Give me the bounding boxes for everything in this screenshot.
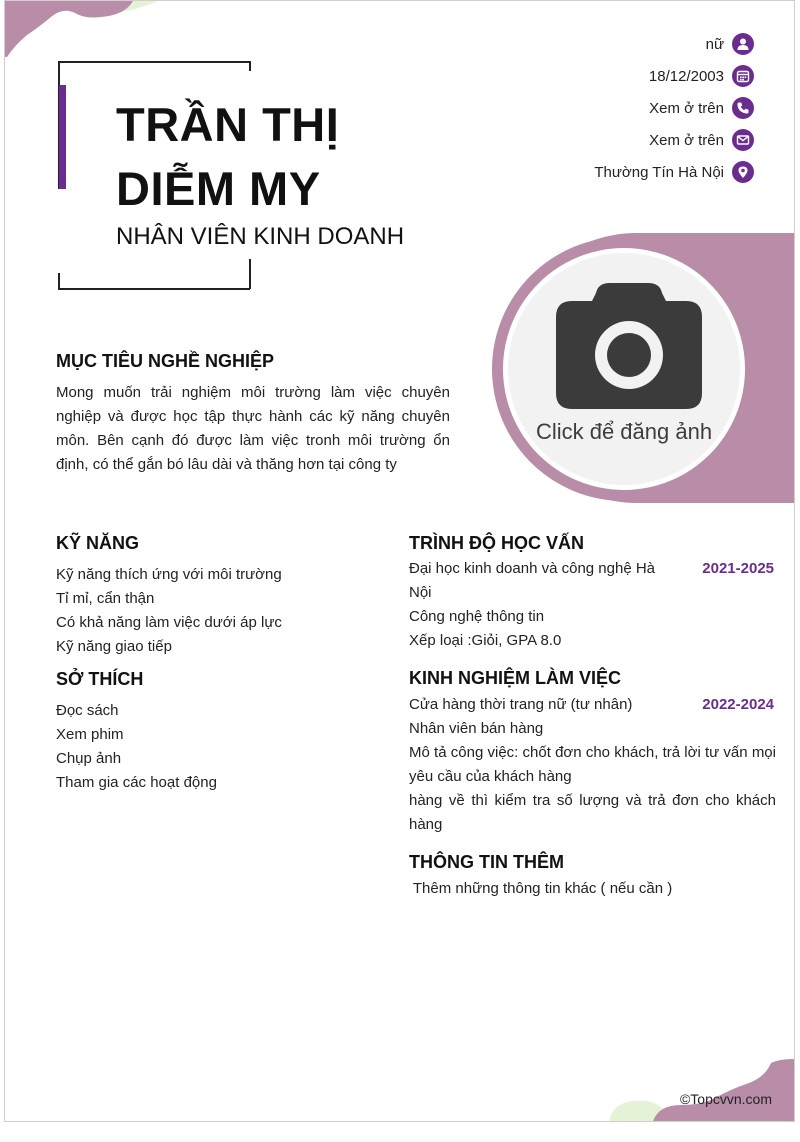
hobby-item: Xem phim	[56, 726, 124, 743]
skills-list	[56, 563, 282, 659]
name-line-1: TRẦN THỊ	[116, 98, 340, 151]
address-text: Thường Tín Hà Nội	[594, 163, 724, 181]
contact-email	[649, 127, 754, 153]
contact-gender	[706, 31, 754, 57]
person-icon	[732, 33, 754, 55]
phone-icon	[732, 97, 754, 119]
name-frame-right-tick	[249, 61, 251, 71]
education-school: Đại học kinh doanh và công nghệ Hà Nội	[409, 560, 656, 601]
skills-heading: KỸ NĂNG	[56, 533, 140, 553]
hobby-item: Tham gia các hoạt động	[56, 774, 217, 791]
name-line-2: DIỄM MY	[116, 162, 321, 215]
phone-text: Xem ở trên	[649, 99, 724, 117]
skill-item: Kỹ năng giao tiếp	[56, 638, 172, 655]
objective-text: Mong muốn trải nghiệm môi trường làm việc chuyên nghiệp và được học tập thực hành các kỹ năng chuyên môn. Bên cạnh đó được làm việc tronh môi trường ổn định, có thể gắn bó lâu dài và thăng hơn tại công ty	[56, 384, 450, 473]
hobbies-heading: SỞ THÍCH	[56, 669, 144, 689]
education-heading: TRÌNH ĐỘ HỌC VẤN	[409, 533, 584, 553]
hobby-item: Đọc sách	[56, 702, 119, 719]
skill-item: Tỉ mỉ, cẩn thận	[56, 590, 155, 607]
birthdate-text: 18/12/2003	[648, 67, 724, 85]
contact-address	[594, 159, 754, 185]
experience-position: Nhân viên bán hàng	[409, 720, 544, 737]
experience-description-2: hàng về thì kiểm tra số lượng và trả đơn cho khách hàng	[409, 792, 776, 833]
education-grade: Xếp loại :Giỏi, GPA 8.0	[409, 632, 562, 649]
location-pin-icon	[732, 161, 754, 183]
cv-page	[4, 0, 795, 1122]
experience-heading: KINH NGHIỆM LÀM VIỆC	[409, 668, 622, 688]
experience-years: 2022-2024	[702, 696, 774, 713]
name-frame-top-line	[58, 61, 250, 63]
additional-text: Thêm những thông tin khác ( nếu cần )	[409, 880, 673, 897]
decor-blob-bottom-right	[609, 1059, 794, 1121]
skill-item: Có khả năng làm việc dưới áp lực	[56, 614, 282, 631]
name-accent-bar	[59, 85, 66, 189]
footer-copyright: ©Topcvvn.com	[679, 1091, 772, 1107]
experience-company: Cửa hàng thời trang nữ (tư nhân)	[409, 696, 633, 713]
job-title: NHÂN VIÊN KINH DOANH	[116, 223, 405, 250]
objective-heading: MỤC TIÊU NGHỀ NGHIỆP	[56, 351, 275, 371]
education-years: 2021-2025	[702, 560, 774, 577]
additional-heading: THÔNG TIN THÊM	[409, 852, 564, 872]
calendar-icon	[732, 65, 754, 87]
contact-birthdate	[649, 63, 754, 89]
skill-item: Kỹ năng thích ứng với môi trường	[56, 566, 282, 583]
name-frame-bottom-line	[58, 288, 250, 290]
contact-phone	[649, 95, 754, 121]
hobbies-list	[56, 699, 217, 795]
name-frame-left-tick	[58, 273, 60, 289]
email-text: Xem ở trên	[649, 131, 724, 149]
full-name	[116, 93, 339, 221]
photo-upload-label: Click để đăng ảnh	[535, 419, 713, 444]
decor-blob-top-left	[5, 1, 165, 61]
name-frame-right-line	[249, 259, 251, 289]
education-major: Công nghệ thông tin	[409, 608, 545, 625]
camera-icon	[554, 281, 704, 411]
hobby-item: Chụp ảnh	[56, 750, 122, 767]
experience-description-1: Mô tả công việc: chốt đơn cho khách, trả lời tư vấn mọi yêu cầu của khách hàng	[409, 744, 776, 785]
gender-text: nữ	[705, 35, 724, 53]
envelope-icon	[732, 129, 754, 151]
